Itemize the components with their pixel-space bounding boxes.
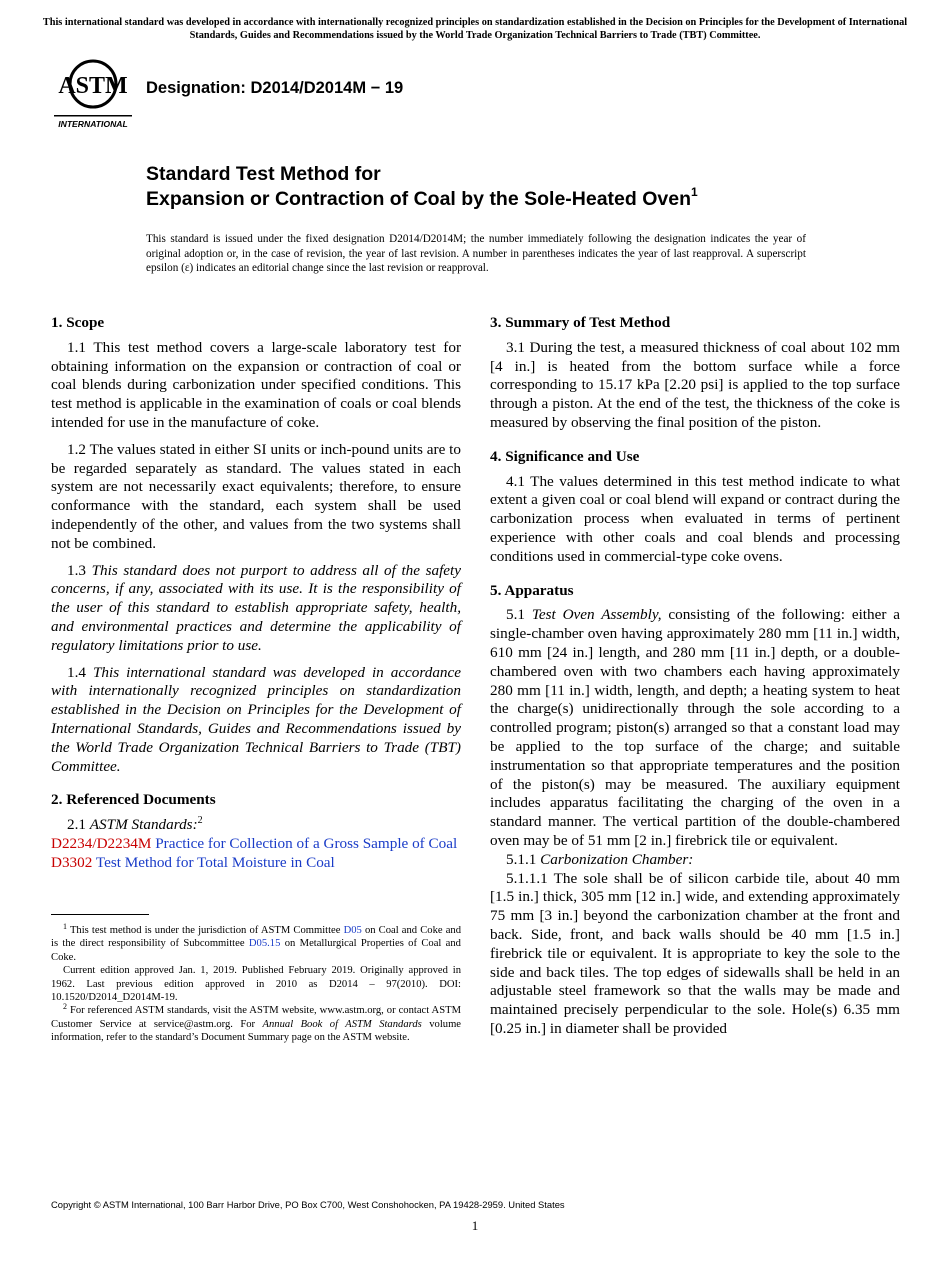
paragraph-1-4-text: This international standard was developed in accordance with internationally recognized principles on standardization established in the Decision on Principles for the Development of International Standards, Guides and Recommendations issued by the World Trade Organization Technical Barriers to Trade (TBT) Committee.: [51, 663, 462, 775]
reference-item: [51, 835, 461, 854]
section-heading-summary: 3. Summary of Test Method: [490, 314, 671, 331]
designation: Designation: D2014/D2014M − 19: [146, 79, 404, 97]
reference-title-link[interactable]: Practice for Collection of a Gross Sample of Coal: [155, 834, 458, 852]
section-heading-scope: 1. Scope: [51, 314, 105, 331]
reference-code-link[interactable]: D2234/D2234M: [51, 834, 152, 852]
paragraph-5-1-1-label: Carbonization Chamber:: [540, 850, 694, 868]
footnote-1-text-c: on Metallurgical Properties of Coal and Coke.: [51, 938, 461, 963]
tbt-banner: This international standard was developed in accordance with internationally recognized principles on standardization established in the Decision on Principles for the Development of International Standards, Guides and Recommendations issued by the World Trade Organization Technical Barriers to Trade (TBT) Committee.: [42, 17, 908, 41]
section-heading-apparatus: 5. Apparatus: [490, 581, 574, 599]
paragraph-1-1: 1.1 This test method covers a large-scale laboratory test for obtaining information on the expansion or contraction of coal or coal blends during carbonization under specified conditions. This test method is applicable in the examination of coals or coal blends intended for use in the manufacture of coke.: [51, 338, 461, 431]
paragraph-1-3: [51, 562, 461, 656]
astm-standards-label: [51, 816, 461, 835]
title-footnote-ref[interactable]: 1: [691, 185, 698, 199]
issuance-notice: This standard is issued under the fixed designation D2014/D2014M; the number immediately following the designation indicates the year of original adoption or, in the case of revision, the year of last revision. A number in parentheses indicates the year of last reapproval. A superscript epsilon (ε) indicates an editorial change since the last revision or reapproval.: [146, 233, 806, 275]
logo-mark: ASTM: [58, 73, 128, 99]
astm-logo: [52, 58, 134, 130]
paragraph-5-1-1-1: 5.1.1.1 The sole shall be of silicon carbide tile, about 40 mm [1.5 in.] thick, 305 mm [12 in.] wide, and extending approximately 75 mm [3 in.] beyond the carbonization chamber at the front and back. Side, front, and back walls should be 40 mm [1.5 in.] firebrick tile or equivalent. It is appropriate to key the sole to the side and back tiles. The top edges of sidewalls shall be held in an adjustable steel framework so that the walls may be made and maintained precisely perpendicular to the sole. Hole(s) 6.35 mm [0.25 in.] in diameter shall be provided: [490, 869, 900, 1037]
footnote-2: [51, 1004, 461, 1044]
footnotes: [51, 924, 461, 1045]
paragraph-1-3-num: 1.3: [67, 561, 86, 579]
committee-link[interactable]: D05: [343, 925, 362, 936]
footnote-1-text-a: This test method is under the jurisdiction of ASTM Committee: [69, 925, 341, 936]
title-line-2: [146, 187, 698, 212]
paragraph-1-4: [51, 664, 461, 777]
page-number: 1: [471, 1218, 479, 1233]
footnote-divider: [51, 914, 149, 915]
footnote-1-marker: 1: [63, 922, 67, 931]
paragraph-5-1-text: consisting of the following: either a single-chamber oven having approximately 280 mm [11 in.] width, 610 mm [24 in.] length, and 280 mm [11 in.] depth, or a double-chambered oven with two chambers each having approximately 280 mm [11 in.] width, length, and depth; a heating system to heat the charge(s) unidirectionally through the sole according to a controlled program; piston(s) arranged so that a constant load may be applied to the top surface of the charge; and suitable instrumentation so that appropriate temperatures and the position of the piston(s) may be measured. The auxiliary equipment includes apparatus facilitating the charging of the oven in a standard manner. The vertical partition of the double-chambered oven may be of 51 mm [2 in.] firebrick tile or equivalent.: [490, 606, 900, 849]
paragraph-1-2: 1.2 The values stated in either SI units or inch-pound units are to be regarded separately as standard. The values stated in each system are not necessarily exact equivalents; therefore, to ensure conformance with the standard, each system shall be used independently of the other, and values from the two systems shall not be combined.: [51, 440, 461, 552]
left-column: [51, 314, 461, 873]
footnote-1-text-b: on Coal and Coke and is the direct responsibility of Subcommittee: [51, 925, 461, 950]
refdocs-sub-num: 2.1: [67, 816, 86, 834]
footnote-2-italic: Annual Book of ASTM Standards: [262, 1018, 422, 1030]
subcommittee-link[interactable]: D05.15: [248, 938, 281, 950]
paragraph-5-1-label: Test Oven Assembly,: [531, 606, 662, 624]
reference-code-link[interactable]: D3302: [51, 853, 93, 871]
paragraph-1-4-num: 1.4: [67, 663, 86, 681]
refdocs-footnote-ref[interactable]: 2: [197, 815, 203, 827]
paragraph-3-1: 3.1 During the test, a measured thickness of coal about 102 mm [4 in.] is heated from the bottom surface while a force corresponding to 15.17 kPa [2.20 psi] is applied to the top surface through a piston. At the end of the test, the thickness of the coke is measured by observing the final position of the piston.: [490, 338, 900, 431]
paragraph-4-1: 4.1 The values determined in this test method indicate to what extent a given coal or coal blend will expand or contract during the carbonization process when evaluated in terms of pertinent experience with other coals and coal blends and processing conditions used in commercial-type coke ovens.: [490, 472, 900, 565]
section-heading-referenced-documents: 2. Referenced Documents: [51, 791, 216, 809]
paragraph-5-1-num: 5.1: [506, 606, 525, 624]
footnote-2-text-b: volume information, refer to the standard’s Document Summary page on the ASTM website.: [51, 1018, 462, 1044]
paragraph-5-1-1-num: 5.1.1: [506, 850, 537, 868]
title-line-1: Standard Test Method for: [146, 163, 381, 185]
section-heading-significance: 4. Significance and Use: [490, 447, 640, 465]
footnote-1: [51, 924, 461, 964]
title-line-2-text: Expansion or Contraction of Coal by the Sole-Heated Oven: [146, 188, 691, 210]
reference-item: [51, 854, 461, 873]
paragraph-5-1: [490, 606, 900, 850]
footnote-1-edition: Current edition approved Jan. 1, 2019. Published February 2019. Originally approved in 1962. Last previous edition approved in 2010 as D2014 – 97(2010). DOI: 10.1520/D2014_D2014M-19.: [51, 965, 461, 1004]
right-column: [490, 314, 900, 1039]
logo-subtitle: INTERNATIONAL: [58, 119, 128, 129]
paragraph-1-3-text: This standard does not purport to address all of the safety concerns, if any, associated with its use. It is the responsibility of the user of this standard to establish appropriate safety, health, and environmental practices and determine the applicability of regulatory limitations prior to use.: [51, 561, 462, 654]
reference-title-link[interactable]: Test Method for Total Moisture in Coal: [95, 853, 335, 871]
astm-logo-icon: [52, 58, 134, 130]
paragraph-5-1-1: [490, 851, 900, 870]
footnote-2-text-a: For referenced ASTM standards, visit the ASTM website, www.astm.org, or contact ASTM Customer Service at service@astm.org. For: [51, 1005, 461, 1030]
copyright-notice: Copyright © ASTM International, 100 Barr Harbor Drive, PO Box C700, West Conshohocken, PA 19428-2959. United States: [51, 1199, 565, 1210]
footnote-2-marker: 2: [63, 1002, 67, 1012]
document-title: [146, 162, 698, 212]
refdocs-sub-label: ASTM Standards:: [89, 816, 198, 834]
